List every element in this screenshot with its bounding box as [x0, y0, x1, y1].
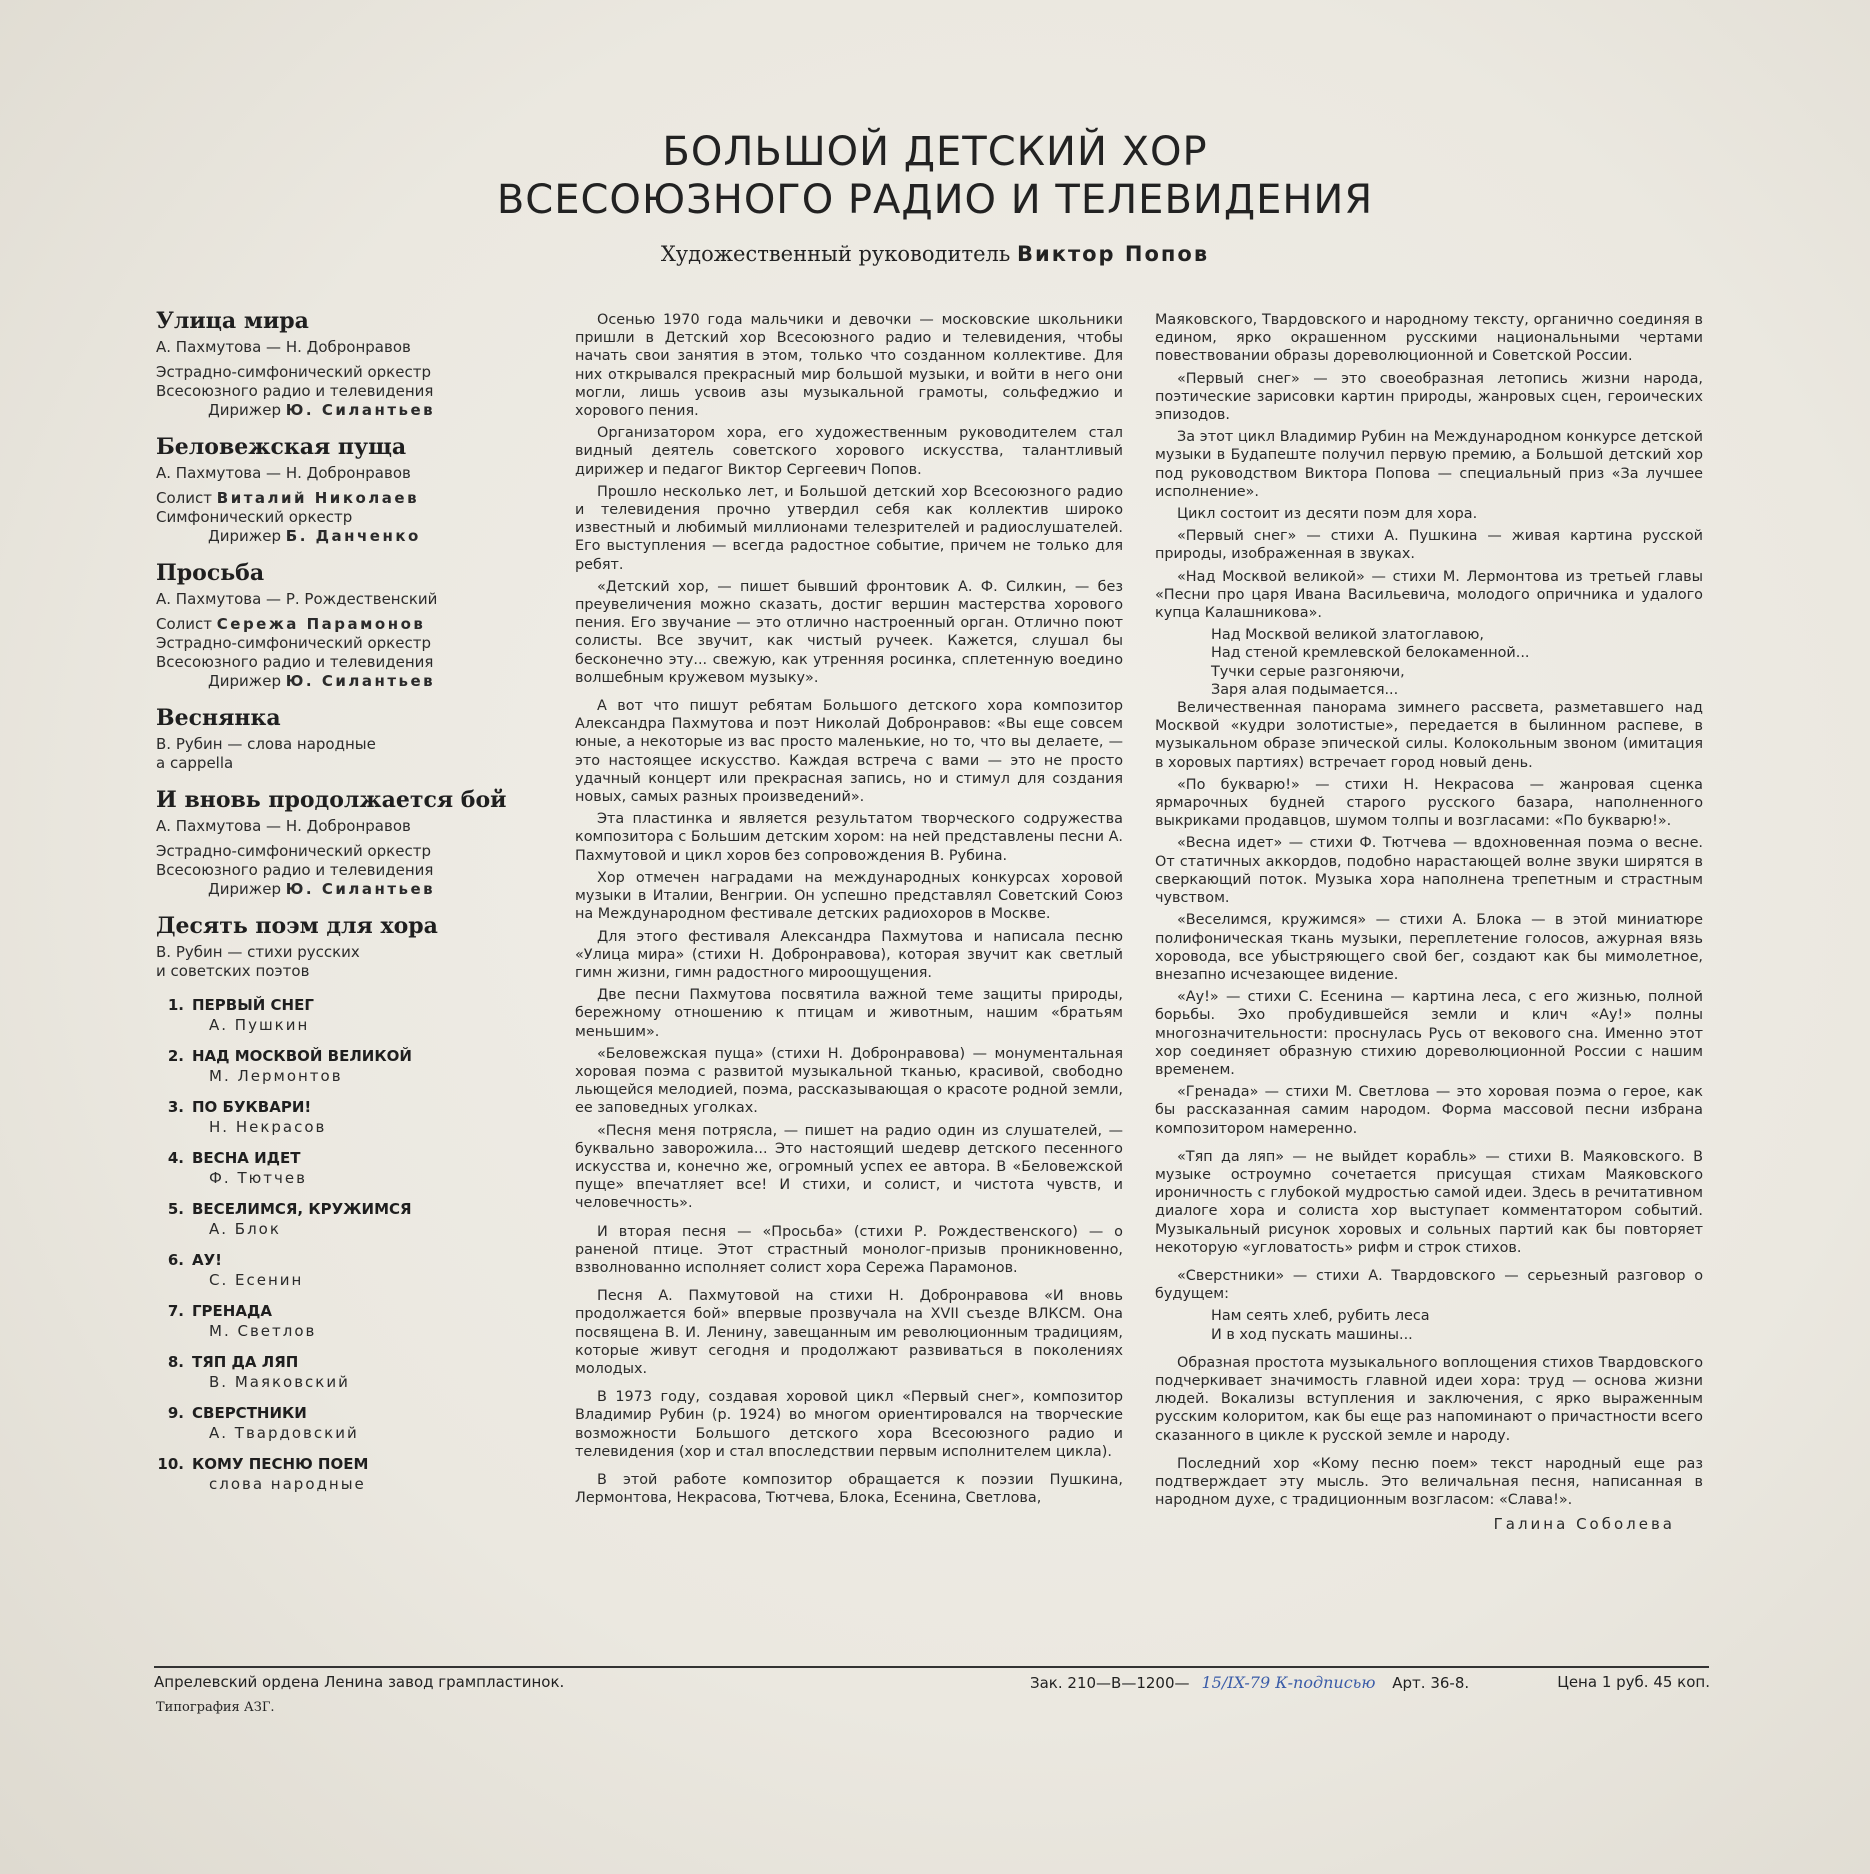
poem-author: В. Маяковский [209, 1373, 350, 1391]
poem-title: ТЯП ДА ЛЯП [192, 1353, 299, 1371]
song-title: Просьба [156, 560, 265, 586]
verse-line: И в ход пускать машины... [1211, 1326, 1413, 1343]
title-line-1: БОЛЬШОЙ ДЕТСКИЙ ХОР [662, 129, 1208, 175]
poem-author: А. Твардовский [209, 1424, 359, 1442]
article-paragraph: А вот что пишут ребятам Большого детского хора композитор Александра Пахмутова и поэт Николай Добронравов: «Вы еще совсем юные, а некоторые из вас просто маленькие, но то, что вы делаете, — это настоящее искусство. Каждая встреча с вами — это не просто удачный концерт или прекрасная запись, но и стимул для создания новых, самых разных произведений». [575, 698, 1123, 806]
poem-author: Ф. Тютчев [209, 1169, 307, 1187]
song-entry [156, 560, 516, 691]
list-item [156, 1250, 516, 1291]
article-paragraph: «Ау!» — стихи С. Есенина — картина леса, с его жизнью, полной борьбы. Эхо пробудившейся земли и клич «Ау!» полны многозначительности: проснулась Русь от векового сна. Именно этот хор соединяет образную стихию дореволюционной России с нашим временем. [1155, 989, 1703, 1078]
poem-title: ВЕСНА ИДЕТ [192, 1149, 301, 1167]
article-paragraph: «Беловежская пуща» (стихи Н. Добронравова) — монументальная хоровая поэма с развитой музыкальной тканью, красивой, свободно льющейся мелодией, поэма, рассказывающая о красоте родной земли, ее заповедных уголках. [575, 1045, 1123, 1117]
conductor-line: Дирижер Б. Данченко [208, 527, 421, 545]
list-item [156, 1403, 516, 1444]
article-paragraph: Эта пластинка и является результатом творческого содружества композитора с Большим детским хором: на ней представлены песни А. Пахмутовой и цикл хоров без сопровождения В. Рубина. [575, 811, 1123, 864]
article-number: Арт. 36-8. [1392, 1674, 1470, 1692]
song-authors-cont: и советских поэтов [156, 962, 310, 980]
article-paragraph: Маяковского, Твардовского и народному тексту, органично соединяя в едином, ярко окрашенном русскими национальными чертами повествовании образы дореволюционной и Советской России. [1155, 312, 1703, 365]
song-title: Веснянка [156, 705, 281, 731]
verse-line: Заря алая подымается... [1211, 681, 1399, 698]
poem-title: ПО БУКВАРИ! [192, 1098, 312, 1116]
director-line [0, 242, 1870, 266]
verse-line: Над стеной кремлевской белокаменной... [1211, 645, 1530, 662]
song-title: Беловежская пуща [156, 434, 407, 460]
article-paragraph: «Первый снег» — стихи А. Пушкина — живая картина русской природы, изображенная в звуках. [1155, 528, 1703, 563]
poem-title: ВЕСЕЛИМСЯ, КРУЖИМСЯ [192, 1200, 412, 1218]
article-paragraph: Прошло несколько лет, и Большой детский хор Всесоюзного радио и телевидения прочно утвердил себя как коллектив широко известный и любимый миллионами телезрителей и радиослушателей. Его выступления — всегда радостное событие, причем не только для ребят. [575, 483, 1123, 573]
verse-line: Тучки серые разгоняючи, [1211, 663, 1405, 680]
article-paragraph: «Весна идет» — стихи Ф. Тютчева — вдохновенная поэма о весне. От статичных аккордов, подобно нарастающей волне звуки ширятся в сверкающий поток. Музыка хора наполнена трепетным и страстным чувством. [1155, 835, 1703, 907]
song-title: И вновь продолжается бой [156, 787, 507, 813]
article-paragraph: Хор отмечен наградами на международных конкурсах хоровой музыки в Италии, Венгрии. Он успешно представлял Советский Союз на Международном фестивале детских радиохоров в Москве. [575, 869, 1123, 923]
song-title: Десять поэм для хора [156, 913, 438, 939]
footer-divider [154, 1666, 1709, 1668]
handwritten-note: 15/IX-79 К-подписью [1201, 1673, 1376, 1692]
title-line-2: ВСЕСОЮЗНОГО РАДИО И ТЕЛЕВИДЕНИЯ [496, 177, 1374, 223]
price-label: Цена 1 руб. 45 коп. [1557, 1673, 1710, 1691]
poem-author: М. Лермонтов [209, 1067, 343, 1085]
tracklist [156, 308, 516, 1505]
article-column-middle [575, 311, 1123, 1511]
director-label: Художественный руководитель [660, 242, 1011, 266]
song-entry [156, 308, 516, 420]
song-entry [156, 705, 516, 773]
soloist-line: Солист Виталий Николаев [156, 489, 420, 507]
article-paragraph: «Детский хор, — пишет бывший фронтовик А. Ф. Силкин, — без преувеличения можно сказать, достиг вершин мастерства хорового пения. Его звучание — это отлично настроенный орган. Отлично поют солисты. Все звучит, как чистый ручеек. Кажется, слушал бы бесконечно эту... свежую, как утренняя росинка, сплетенную воедино волшебным кружевом музыку». [575, 578, 1123, 686]
poem-title: ГРЕНАДА [192, 1302, 272, 1320]
poem-title: АУ! [192, 1251, 223, 1269]
list-item [156, 1148, 516, 1189]
song-entry [156, 913, 516, 981]
poem-title: СВЕРСТНИКИ [192, 1404, 307, 1422]
article-paragraph: Для этого фестиваля Александра Пахмутова и написала песню «Улица мира» (стихи Н. Добронравова), которая звучит как светлый гимн жизни, гимн радостного мироощущения. [575, 928, 1123, 981]
poem-number: 9. [167, 1404, 184, 1422]
article-paragraph: Цикл состоит из десяти поэм для хора. [1177, 506, 1478, 523]
poem-list [156, 995, 516, 1495]
song-authors: А. Пахмутова — Н. Добронравов [156, 338, 411, 356]
soloist-line: Солист Сережа Парамонов [156, 615, 426, 633]
poem-author: М. Светлов [209, 1322, 317, 1340]
director-name: Виктор Попов [1016, 242, 1210, 266]
list-item [156, 1352, 516, 1393]
article-paragraph: «Песня меня потрясла, — пишет на радио один из слушателей, — буквально заворожила... Это настоящий шедевр детского песенного искусства и, конечно же, огромный успех ее автора. В «Беловежской пуще» впечатляет все! И стихи, и солист, и чистота чувств, и человечность». [575, 1122, 1123, 1212]
orchestra-line: Всесоюзного радио и телевидения [156, 382, 434, 400]
song-authors: А. Пахмутова — Н. Добронравов [156, 817, 411, 835]
song-authors: А. Пахмутова — Н. Добронравов [156, 464, 411, 482]
list-item [156, 1199, 516, 1240]
footer-plant: Апрелевский ордена Ленина завод грампластинок. [154, 1673, 565, 1691]
article-paragraph: «Тяп да ляп» — не выйдет корабль» — стихи В. Маяковского. В музыке остроумно сочетается присущая стихам Маяковского ироничность с глубокой мудростью самой идеи. Здесь в речитативном диалоге хора и солиста хор выступает комментатором событий. Музыкальный рисунок хоровых и сольных партий как бы повторяет некоторую «угловатость» рифм и строк стихов. [1155, 1148, 1703, 1256]
article-paragraph: Образная простота музыкального воплощения стихов Твардовского подчеркивает значимость главной идеи хора: труд — основа жизни людей. Вокализы вступления и заключения, с ярко выраженным русским колоритом, как бы еще раз напоминают о причастности всего сказанного в цикле к русской земле и народу. [1155, 1354, 1703, 1444]
article-column-right [1155, 311, 1703, 1534]
performance-note: a cappella [156, 754, 234, 772]
header [0, 128, 1870, 266]
list-item [156, 1301, 516, 1342]
song-authors: А. Пахмутова — Р. Рождественский [156, 590, 438, 608]
poem-number: 1. [167, 996, 184, 1014]
conductor-line: Дирижер Ю. Силантьев [208, 401, 436, 419]
article-paragraph: «Веселимся, кружимся» — стихи А. Блока — в этой миниатюре полифоническая ткань музыки, переплетение голосов, ажурная вязь хоровода, все убыстряющего свой бег, создают как бы мимолетное, внезапно исчезающее видение. [1155, 912, 1703, 983]
poem-number: 5. [167, 1200, 184, 1218]
list-item [156, 1046, 516, 1087]
orchestra-line: Всесоюзного радио и телевидения [156, 861, 434, 879]
footer-info [1030, 1673, 1710, 1692]
article-paragraph: Последний хор «Кому песню поем» текст народный еще раз подтверждает эту мысль. Это величальная песня, написанная в народном духе, с традиционным возгласом: «Слава!». [1155, 1455, 1703, 1509]
article-paragraph: «Первый снег» — это своеобразная летопись жизни народа, поэтические зарисовки картин природы, жанровых сцен, героических эпизодов. [1155, 370, 1703, 424]
article-paragraph: «Сверстники» — стихи А. Твардовского — серьезный разговор о будущем: [1155, 1267, 1703, 1303]
verse-line: Над Москвой великой златоглавою, [1211, 627, 1484, 644]
article-paragraph: Организатором хора, его художественным руководителем стал видный деятель советского хорового искусства, талантливый дирижер и педагог Виктор Сергеевич Попов. [575, 425, 1123, 478]
article-paragraph: В 1973 году, создавая хоровой цикл «Первый снег», композитор Владимир Рубин (р. 1924) во многом ориентировался на творческие возможности Большого детского хора Всесоюзного радио и телевидения (хор и стал впоследствии первым исполнителем цикла). [575, 1389, 1123, 1460]
article-paragraph: «По букварю!» — стихи Н. Некрасова — жанровая сценка ярмарочных будней старого русского базара, наполненного выкриками продавцов, шумом толпы и возгласами: «По букварю!». [1155, 776, 1703, 830]
article-paragraph: Две песни Пахмутова посвятила важной теме защиты природы, бережному отношению к птицам и животным, нашим «братьям меньшим». [575, 987, 1123, 1040]
article-paragraph: За этот цикл Владимир Рубин на Международном конкурсе детской музыки в Будапеште получил первую премию, а Большой детский хор под руководством Виктора Попова — специальный приз «За лучшее исполнение». [1155, 429, 1703, 500]
verse-line: Нам сеять хлеб, рубить леса [1211, 1308, 1430, 1325]
poem-title: КОМУ ПЕСНЮ ПОЕМ [192, 1455, 369, 1473]
poem-number: 8. [167, 1353, 184, 1371]
poem-number: 10. [157, 1455, 184, 1473]
list-item [156, 995, 516, 1036]
orchestra-line: Эстрадно-симфонический оркестр [156, 842, 431, 860]
order-number: Зак. 210—В—1200— [1030, 1674, 1190, 1692]
poem-author: А. Пушкин [209, 1016, 310, 1034]
poem-number: 3. [167, 1098, 184, 1116]
author-signature: Галина Соболева [1493, 1515, 1675, 1534]
article-paragraph: «Гренада» — стихи М. Светлова — это хоровая поэма о герое, как бы рассказанная самим народом. Форма массовой песни избрана композитором намеренно. [1155, 1084, 1703, 1137]
song-entry [156, 787, 516, 899]
poem-author: слова народные [209, 1475, 366, 1493]
poem-title: НАД МОСКВОЙ ВЕЛИКОЙ [192, 1047, 412, 1065]
article-paragraph: Величественная панорама зимнего рассвета, разметавшего над Москвой «кудри золотистые», передается в былинном распеве, в музыкальном образе эпической силы. Колокольным звоном (имитация в хоровых партиях) встречает город новый день. [1155, 700, 1703, 771]
orchestra-line: Всесоюзного радио и телевидения [156, 653, 434, 671]
conductor-line: Дирижер Ю. Силантьев [208, 880, 436, 898]
conductor-line: Дирижер Ю. Силантьев [208, 672, 436, 690]
poem-author: С. Есенин [209, 1271, 304, 1289]
article-paragraph: Песня А. Пахмутовой на стихи Н. Добронравова «И вновь продолжается бой» впервые прозвучала на XVII съезде ВЛКСМ. Она посвящена В. И. Ленину, завещанным им революционным традициям, которые живут сегодня и продолжают развиваться в поколениях молодых. [575, 1288, 1123, 1377]
poem-number: 7. [167, 1302, 184, 1320]
article-paragraph: В этой работе композитор обращается к поэзии Пушкина, Лермонтова, Некрасова, Тютчева, Блока, Есенина, Светлова, [575, 1471, 1123, 1507]
poem-author: А. Блок [209, 1220, 281, 1238]
orchestra-line: Симфонический оркестр [156, 508, 353, 526]
list-item [156, 1097, 516, 1138]
poem-title: ПЕРВЫЙ СНЕГ [192, 996, 314, 1014]
song-entry [156, 434, 516, 546]
song-title: Улица мира [156, 308, 309, 334]
orchestra-line: Эстрадно-симфонический оркестр [156, 634, 431, 652]
poem-number: 6. [167, 1251, 184, 1269]
poem-number: 4. [167, 1149, 184, 1167]
article-paragraph: Осенью 1970 года мальчики и девочки — московские школьники пришли в Детский хор Всесоюзного радио и телевидения, чтобы начать свои занятия в этом, только что созданном коллективе. Для них открывался прекрасный мир большой музыки, и войти в него они могли, лишь усвоив азы музыкальной грамоты, сольфеджио и хорового пения. [575, 312, 1123, 420]
song-authors: В. Рубин — стихи русских [156, 943, 360, 961]
list-item [156, 1454, 516, 1495]
footer-printing: Типография АЗГ. [156, 1700, 275, 1715]
orchestra-line: Эстрадно-симфонический оркестр [156, 363, 431, 381]
article-paragraph: «Над Москвой великой» — стихи М. Лермонтова из третьей главы «Песни про царя Ивана Васильевича, молодого опричника и удалого купца Калашникова». [1155, 568, 1703, 622]
song-authors: В. Рубин — слова народные [156, 735, 376, 753]
poem-author: Н. Некрасов [209, 1118, 327, 1136]
article-paragraph: И вторая песня — «Просьба» (стихи Р. Рождественского) — о раненой птице. Этот страстный монолог-призыв проникновенно, взволнованно исполняет солист хора Сережа Парамонов. [575, 1223, 1123, 1276]
poem-number: 2. [167, 1047, 184, 1065]
